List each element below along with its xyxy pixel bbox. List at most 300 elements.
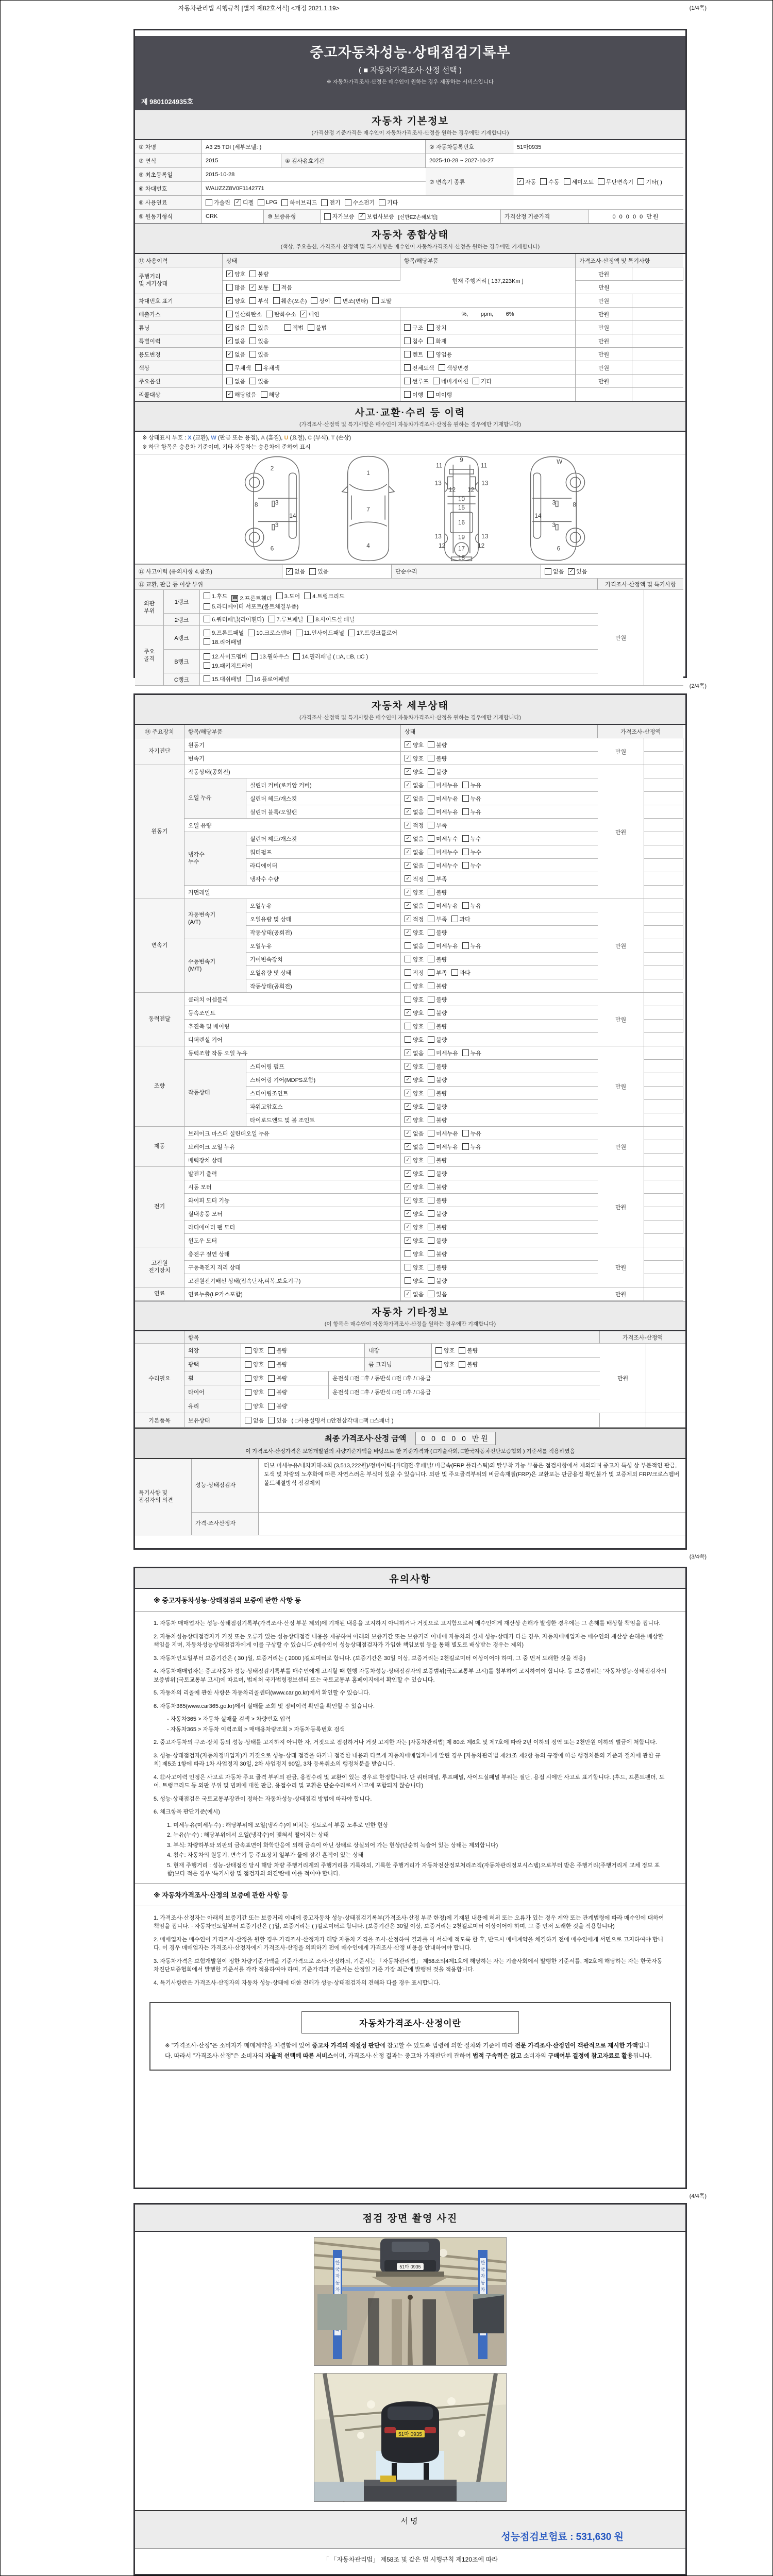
- panel-item: 5.라디에이터 서포트(볼트체결부품): [204, 602, 298, 611]
- checkbox[interactable]: [249, 337, 256, 344]
- checkbox[interactable]: ✓: [568, 568, 575, 575]
- checkbox[interactable]: [433, 378, 440, 384]
- checkbox[interactable]: [462, 1143, 469, 1150]
- checkbox[interactable]: [226, 378, 233, 384]
- checkbox[interactable]: [428, 1076, 434, 1083]
- checkbox[interactable]: [462, 795, 469, 802]
- checkbox[interactable]: [428, 1264, 434, 1270]
- checkbox[interactable]: [428, 889, 434, 895]
- checkbox[interactable]: [462, 849, 469, 855]
- checkbox[interactable]: [258, 199, 264, 206]
- checkbox[interactable]: ✓: [405, 1009, 411, 1016]
- checkbox[interactable]: ✓: [405, 808, 411, 815]
- checkbox[interactable]: [428, 1170, 434, 1177]
- check-option: 양호: [405, 982, 424, 990]
- page-1: [133, 29, 687, 683]
- checkbox[interactable]: [428, 1210, 434, 1217]
- check-item-label: 클러치 어셈블리: [184, 993, 401, 1006]
- checkbox[interactable]: [204, 662, 210, 669]
- checkbox[interactable]: ✓: [405, 1291, 411, 1297]
- detail-column-header: ⑭ 주요장치 항목/해당부품 상태 가격조사·산정액: [135, 725, 685, 738]
- checkbox[interactable]: [321, 199, 328, 206]
- checkbox[interactable]: [428, 1130, 434, 1137]
- checkbox[interactable]: [379, 199, 385, 206]
- checkbox[interactable]: [462, 942, 469, 949]
- check-option: 있음: [249, 377, 268, 385]
- checkbox[interactable]: ✓: [226, 270, 233, 277]
- checkbox[interactable]: [245, 1361, 251, 1368]
- checkbox[interactable]: [249, 270, 256, 277]
- check-option: ✓ 없음: [405, 902, 424, 910]
- checkbox[interactable]: ✓: [405, 835, 411, 842]
- checkbox[interactable]: ✓: [405, 768, 411, 775]
- checkbox[interactable]: [405, 942, 411, 949]
- check-item-label: 라디에이터: [246, 859, 401, 872]
- checkbox[interactable]: [427, 337, 434, 344]
- checkbox[interactable]: [428, 1090, 434, 1096]
- checkbox[interactable]: [428, 768, 434, 775]
- panel-number-12: 12: [439, 543, 446, 550]
- checkbox[interactable]: [428, 1224, 434, 1230]
- basic-info-header: [135, 110, 685, 140]
- checkbox[interactable]: [245, 1389, 251, 1396]
- checkbox[interactable]: [428, 862, 434, 869]
- checkbox[interactable]: [226, 364, 233, 371]
- check-option: 수동: [540, 178, 559, 186]
- checkbox[interactable]: [268, 616, 275, 622]
- price-cell: 만원: [598, 1046, 644, 1127]
- checkbox[interactable]: [435, 1347, 442, 1354]
- checkbox[interactable]: [245, 1375, 251, 1382]
- check-item-label: 커먼레일: [184, 886, 401, 899]
- check-option: 없음: [545, 567, 564, 575]
- checkbox[interactable]: ✓: [517, 178, 524, 185]
- checkbox[interactable]: [245, 1403, 251, 1410]
- check-option: 구조: [404, 324, 423, 332]
- checkbox[interactable]: [451, 969, 458, 976]
- simple-repair-options: [541, 565, 683, 579]
- car-side-right-view: [531, 457, 585, 561]
- checkbox[interactable]: ✓: [405, 795, 411, 802]
- checkbox[interactable]: [204, 616, 210, 622]
- checkbox[interactable]: [204, 592, 210, 599]
- checkbox[interactable]: [451, 916, 458, 922]
- divider: [135, 35, 685, 36]
- detail-state-note: (가격조사·산정액 및 특기사항은 매수인이 자동차가격조사·산정을 원하는 경우에만 기재합니다): [299, 715, 521, 721]
- check-option: 양호: [405, 955, 424, 963]
- check-item-label: 발전기 출력: [184, 1167, 401, 1180]
- checkbox[interactable]: [428, 969, 434, 976]
- checkbox[interactable]: [428, 822, 434, 828]
- usage-history-label: 배출가스: [135, 308, 223, 321]
- checkbox[interactable]: [428, 741, 434, 748]
- checkbox[interactable]: [255, 364, 262, 371]
- check-option: 불량: [428, 955, 447, 963]
- check-item-label: 구동축전지 격리 상태: [184, 1261, 401, 1274]
- check-item-label: 작동상태(공회전): [246, 926, 401, 939]
- check-option: ✓ 매연: [300, 310, 320, 318]
- checkbox[interactable]: [204, 630, 210, 636]
- check-option: 침수: [404, 337, 423, 345]
- checkbox[interactable]: [268, 1347, 275, 1354]
- usage-history-label: 용도변경: [135, 348, 223, 361]
- checkbox[interactable]: [405, 1264, 411, 1270]
- check-option: 불량: [428, 1076, 447, 1084]
- checkbox[interactable]: [268, 1403, 275, 1410]
- checkbox[interactable]: ✓: [405, 1063, 411, 1070]
- check-option: 네비게이션: [433, 377, 468, 385]
- rank-label: 2랭크: [164, 614, 200, 626]
- check-option: 많음: [226, 283, 245, 292]
- checkbox[interactable]: ✓: [405, 1130, 411, 1137]
- checkbox[interactable]: [249, 378, 256, 384]
- checkbox[interactable]: [427, 351, 434, 358]
- check-option: 불량: [268, 1388, 287, 1396]
- checkbox[interactable]: [345, 199, 351, 206]
- price-cell: 만원: [598, 1287, 644, 1301]
- opinion-author-label: 성능·상태점검자: [192, 1459, 259, 1513]
- checkbox[interactable]: [428, 849, 434, 855]
- checkbox[interactable]: [428, 1197, 434, 1204]
- panel-item: 15.대쉬패널: [204, 675, 242, 683]
- vin-value: WAUZZZ8V0F1142771: [202, 182, 426, 196]
- checkbox[interactable]: [428, 1063, 434, 1070]
- checkbox[interactable]: [268, 1361, 275, 1368]
- checkbox[interactable]: [428, 1237, 434, 1244]
- check-option: 불량: [428, 888, 447, 896]
- basic-info-title: 자동차 기본정보: [372, 116, 449, 127]
- checkbox[interactable]: [428, 835, 434, 842]
- checkbox[interactable]: [245, 1347, 251, 1354]
- panel-item: 16.플로어패널: [246, 675, 289, 683]
- notice-item: 2. 자동차성능상태점검자가 거짓 또는 오류가 있는 성능상태점검 내용을 제공하여 아래의 보증기간 또는 보증거리 이내에 자동차의 실제 성능·상태가 다른 경우, 자동차매매업자는 매수인의 재산상 손해를 배상할 책임을 지며, 자동차성능상태점검자에게 이를 구상할 수 있습니다.(매수인이 성능상태점검자가 가입한 책임보험 등을 통해 별도로 배상받는 경우는 제외): [154, 1633, 664, 1648]
- checkbox[interactable]: ✓: [405, 1076, 411, 1083]
- checkbox[interactable]: ✓: [405, 875, 411, 882]
- sub-group-label: 오일 누유: [184, 778, 246, 819]
- notice-item: 4. 특기사항란은 가격조사·산정자의 자동차 성능·상태에 대한 견해가 성능·상태점검자의 견해와 다를 경우 표시합니다.: [154, 1979, 441, 1986]
- overall-col-header: 가격조사·산정액 및 특기사항: [576, 254, 683, 267]
- checkbox[interactable]: [405, 956, 411, 962]
- panel-item: 12.사이드멤버: [204, 652, 247, 660]
- transmission-label: ⑦ 변속기 종류: [426, 168, 513, 196]
- checkbox[interactable]: [405, 1036, 411, 1043]
- notice-item: 2. 중고자동차의 구조·장치 등의 성능·상태를 고지하지 아니한 자, 거짓으로 점검하거나 거짓 고지한 자는 [자동차관리법] 제 80조 제6호 및 제7호에 따라 2년 이하의 징역 또는 2천만원 이하의 벌금에 처합니다.: [154, 1739, 657, 1745]
- checkbox[interactable]: [405, 1250, 411, 1257]
- checkbox[interactable]: ✓: [405, 782, 411, 788]
- checkbox[interactable]: [404, 324, 411, 331]
- check-option: ✓ 없음: [405, 781, 424, 789]
- notice-item: 6. 자동차365(www.car365.go.kr)에서 실매물 조회 및 정비이력 확인을 확인할 수 있습니다.: [154, 1703, 375, 1709]
- checkbox[interactable]: [428, 982, 434, 989]
- checkbox[interactable]: [540, 178, 547, 185]
- checkbox[interactable]: ✓: [405, 1157, 411, 1163]
- check-option: 불량: [428, 1062, 447, 1071]
- panel-number-15: 15: [458, 504, 465, 511]
- sub-group-label: 냉각수 누수: [184, 832, 246, 886]
- overall-state-title: 자동차 종합상태: [372, 230, 449, 241]
- panel-number-6: 6: [557, 545, 561, 552]
- checkbox[interactable]: [268, 1375, 275, 1382]
- device-group-label: 제동: [135, 1127, 184, 1167]
- checkbox[interactable]: [428, 808, 434, 815]
- checkbox[interactable]: [428, 782, 434, 788]
- check-item-label: 고전원전기배선 상태(접속단자,피복,보호기구): [184, 1274, 401, 1287]
- checkbox[interactable]: [462, 862, 469, 869]
- checkbox[interactable]: [251, 653, 258, 660]
- check-option: ✓ 양호: [405, 1062, 424, 1071]
- checkbox[interactable]: ✓: [405, 929, 411, 936]
- checkbox[interactable]: [428, 795, 434, 802]
- pricing-definition-box: [149, 2002, 671, 2071]
- checkbox[interactable]: [637, 178, 644, 185]
- notice-item: 3. 성능·상태점검자(자동차정비업자)가 거짓으로 성능·상태 점검을 하거나 점검한 내용과 다르게 자동차매매업자에게 알린 경우 [자동차관리법 제21조 제2항 등의 규정에 따른 행정처분의 기준과 절차에 관한 규칙] 제5조 1항에 따라 1차 사업정지 30일, 2차 사업정지 90일, 3차 등록취소의 행정처분을 받습니다.: [154, 1752, 661, 1767]
- checkbox[interactable]: ✓: [405, 916, 411, 922]
- device-group-label: 자기진단: [135, 738, 184, 765]
- signature-label: 서명: [400, 2517, 420, 2526]
- checkbox[interactable]: ✓: [226, 337, 233, 344]
- check-item-label: 배력장치 상태: [184, 1154, 401, 1167]
- checkbox[interactable]: [428, 1023, 434, 1029]
- car-name-label: ① 차명: [135, 140, 202, 154]
- check-option: 양호: [245, 1360, 264, 1368]
- checkbox[interactable]: ✓: [405, 1116, 411, 1123]
- check-option: 양호: [245, 1388, 264, 1396]
- check-option: 있음: [249, 337, 268, 345]
- panel-item: 14.필러패널 ( □A, □B, □C ): [293, 652, 368, 660]
- checkbox[interactable]: [245, 1417, 251, 1423]
- checkbox[interactable]: [428, 1291, 434, 1297]
- check-option: 있음: [249, 350, 268, 359]
- checkbox[interactable]: ✓: [286, 568, 293, 575]
- check-item-label: 기어변속장치: [246, 953, 401, 966]
- panel-number-9: 9: [460, 456, 463, 464]
- checkbox[interactable]: [473, 378, 479, 384]
- checkbox[interactable]: [428, 916, 434, 922]
- checkbox[interactable]: [268, 1417, 275, 1423]
- checkbox[interactable]: [428, 1116, 434, 1123]
- checkbox[interactable]: [304, 592, 311, 599]
- check-option: 미세누유: [428, 1143, 458, 1151]
- checkbox[interactable]: [428, 1183, 434, 1190]
- checkbox[interactable]: ✓: [226, 324, 233, 331]
- page-marker-2: (2/4쪽): [689, 683, 707, 689]
- checkbox[interactable]: [435, 1361, 442, 1368]
- checkbox[interactable]: [405, 1277, 411, 1284]
- check-option: ✓ 없음: [286, 567, 305, 575]
- checkbox[interactable]: [309, 568, 316, 575]
- checkbox[interactable]: [307, 616, 314, 622]
- notice-header: [135, 1568, 685, 1589]
- check-option: 훼손(오손): [273, 297, 307, 305]
- checkbox[interactable]: ✓: [226, 297, 233, 304]
- check-item-label: 실내송풍 모터: [184, 1207, 401, 1221]
- checkbox[interactable]: [428, 1143, 434, 1150]
- inspection-photo-front: [314, 2237, 507, 2366]
- checkbox[interactable]: [268, 1389, 275, 1396]
- checkbox[interactable]: [428, 875, 434, 882]
- checkbox[interactable]: ✓: [405, 1143, 411, 1150]
- checkbox[interactable]: ✓: [405, 1183, 411, 1190]
- check-option: 이행: [404, 391, 423, 399]
- checkbox[interactable]: [564, 178, 570, 185]
- check-option: 불량: [428, 1210, 447, 1218]
- checkbox[interactable]: [226, 311, 233, 317]
- checkbox[interactable]: ✓: [405, 862, 411, 869]
- notice-item: 1. 가격조사·산정자는 아래의 보증기간 또는 보증거리 이내에 중고자동차 성능·상태점검기록부(가격조사·산정 부분 한정)에 기재된 내용에 허위 또는 오류가 있는 경우 계약 또는 관계법령에 따라 매수인에 대하여 책임을 집니다. · 자동차인도일부터 보증기간은 ( )일, 보증거리는 ( )킬로미터로 합니다. (보증기간은 30일 이상, 보증거리는 2천킬로미터 이상이어야 하며, 그 중 먼저 도래한 것을 적용합니다): [154, 1914, 664, 1929]
- checkbox[interactable]: [311, 297, 317, 304]
- check-option: 불량: [428, 1236, 447, 1245]
- notice-item: 2. 누유(누수) : 해당부위에서 오일(냉각수)이 맺혀서 떨어지는 상태: [167, 1832, 329, 1838]
- checkbox[interactable]: ✓: [226, 391, 233, 398]
- checkbox[interactable]: ✓: [359, 213, 365, 220]
- check-option: ✓ 양호: [405, 928, 424, 937]
- car-side-left-view: [245, 457, 299, 561]
- checkbox[interactable]: [462, 1130, 469, 1137]
- checkbox[interactable]: [249, 324, 256, 331]
- checkbox[interactable]: ✓: [234, 199, 241, 206]
- checkbox[interactable]: [428, 1009, 434, 1016]
- checkbox[interactable]: [405, 996, 411, 1003]
- checkbox[interactable]: [273, 284, 280, 291]
- checkbox[interactable]: [404, 364, 411, 371]
- checkbox[interactable]: [206, 199, 212, 206]
- checkbox[interactable]: [372, 297, 379, 304]
- checkbox[interactable]: [462, 902, 469, 909]
- checkbox[interactable]: ✓: [405, 741, 411, 748]
- checkbox[interactable]: [427, 391, 434, 398]
- check-option: ✓ 없음: [405, 848, 424, 856]
- checkbox[interactable]: [428, 1277, 434, 1284]
- panel-number-13: 13: [481, 533, 489, 540]
- checkbox[interactable]: ✓: [249, 284, 256, 291]
- checkbox[interactable]: ✓: [405, 1170, 411, 1177]
- checkbox[interactable]: ✓: [405, 902, 411, 909]
- checkbox[interactable]: [428, 1157, 434, 1163]
- checkbox[interactable]: [324, 213, 331, 220]
- checkbox[interactable]: ✓: [405, 1103, 411, 1110]
- checkbox[interactable]: [428, 755, 434, 761]
- etc-item-label: 유리: [184, 1399, 241, 1413]
- checkbox[interactable]: [404, 351, 411, 358]
- checkbox[interactable]: [439, 364, 445, 371]
- check-option: 수소전기: [345, 198, 375, 207]
- check-option: ✓ 디젤: [234, 198, 254, 207]
- check-option: 불량: [268, 1402, 287, 1410]
- checkbox[interactable]: [273, 297, 280, 304]
- checkbox[interactable]: [296, 630, 303, 636]
- checkbox[interactable]: [427, 324, 434, 331]
- checkbox[interactable]: [249, 351, 256, 358]
- checkbox[interactable]: ✓: [226, 351, 233, 358]
- checkbox[interactable]: ✓: [405, 755, 411, 761]
- rank-label: 1랭크: [164, 590, 200, 614]
- panel-item: 4.트렁크리드: [304, 592, 344, 600]
- checkbox[interactable]: [405, 1023, 411, 1029]
- car-underbody-view: [435, 456, 489, 562]
- checkbox[interactable]: [462, 808, 469, 815]
- state-code-U: U: [284, 435, 290, 441]
- checkbox[interactable]: [428, 996, 434, 1003]
- checkbox[interactable]: ✓: [405, 1210, 411, 1217]
- check-option: ✓ 없음: [226, 324, 245, 332]
- checkbox[interactable]: ✓: [405, 1224, 411, 1230]
- overall-state-table: ⑪ 사용이력 상태 항목/해당부품 가격조사·산정액 및 특기사항 주행거리 및 계기상태 ✓ 양호 불량 많음 ✓ 보통 적음 현재 주행거리 [ 137,223Km ] 만원 만원 차대번호 표기 ✓ 양호 부식 훼손(오손) 상이 변조(변타) 도말 만원 배출가스 일산화탄소 탄화수소 ✓ 매연 %, ppm, 6% 만원 튜닝 ✓ 없음 있음 적법 불법 구조 장치 만원 특별이력 ✓ 없음 있음 침수 화재 만원 용도변경 ✓ 없음 있음 렌트 영업용 만원 색상 무채색 유채색 전체도색 색상변경 만원 주요옵션 없음 있음 썬루프 네비게이션 기타 만원 리콜대상 ✓ 해당없음 해당 이행 미이행: [135, 254, 685, 401]
- checkbox[interactable]: [545, 568, 551, 575]
- check-option: 없음: [405, 942, 424, 950]
- checkbox[interactable]: [428, 1103, 434, 1110]
- checkbox[interactable]: [404, 337, 411, 344]
- checkbox[interactable]: [405, 982, 411, 989]
- checkbox[interactable]: [266, 311, 273, 317]
- checkbox[interactable]: ✓: [300, 311, 307, 317]
- checkbox[interactable]: [405, 969, 411, 976]
- checkbox[interactable]: [293, 653, 300, 660]
- checkbox[interactable]: [334, 297, 341, 304]
- checkbox[interactable]: [404, 378, 411, 384]
- check-option: ✓ 없음: [226, 350, 245, 359]
- checkbox[interactable]: [428, 1049, 434, 1056]
- checkbox[interactable]: [459, 1347, 465, 1354]
- checkbox[interactable]: [404, 391, 411, 398]
- checkbox[interactable]: ✓: [405, 1197, 411, 1204]
- checkbox[interactable]: ✓: [405, 1237, 411, 1244]
- checkbox[interactable]: [249, 297, 256, 304]
- check-option: 미세누유: [428, 1129, 458, 1138]
- checkbox[interactable]: [428, 1250, 434, 1257]
- checkbox[interactable]: [204, 638, 210, 645]
- check-option: 누수: [462, 835, 481, 843]
- panel-number-14: 14: [534, 513, 542, 520]
- checkbox[interactable]: ✓: [405, 1049, 411, 1056]
- svg-text:한국자동차진단보증협회: 한 국 자 동 차: [335, 2260, 340, 2292]
- checkbox[interactable]: [276, 592, 283, 599]
- checkbox[interactable]: [261, 391, 267, 398]
- checkbox[interactable]: [284, 324, 291, 331]
- check-option: 누유: [462, 902, 481, 910]
- checkbox[interactable]: [428, 1036, 434, 1043]
- check-option: ✓ 해당없음: [226, 391, 257, 399]
- check-option: ✓ 없음: [405, 861, 424, 870]
- checkbox[interactable]: [598, 178, 604, 185]
- checkbox[interactable]: [428, 942, 434, 949]
- checkbox[interactable]: [428, 902, 434, 909]
- checkbox[interactable]: W: [231, 595, 238, 602]
- checkbox[interactable]: [462, 782, 469, 788]
- checkbox[interactable]: ✓: [405, 822, 411, 828]
- checkbox[interactable]: ✓: [405, 889, 411, 895]
- check-option: 미세누유: [428, 808, 458, 816]
- checkbox[interactable]: ✓: [405, 1090, 411, 1096]
- notice-item: 3. 자동차인도일부터 보증기간은 ( 30 )일, 보증거리는 ( 2000 )킬로미터로 합니다. (보증기간은 30일 이상, 보증거리는 2천킬로미터 이상이어야 하며, 그 중 먼저 도래한 것을 적용): [154, 1655, 586, 1662]
- check-option: 누수: [462, 848, 481, 856]
- checkbox[interactable]: [459, 1361, 465, 1368]
- checkbox[interactable]: [462, 835, 469, 842]
- checkbox[interactable]: [281, 199, 288, 206]
- checkbox[interactable]: [204, 603, 210, 610]
- checkbox[interactable]: [348, 630, 355, 636]
- checkbox[interactable]: [428, 929, 434, 936]
- check-option: 불량: [428, 1022, 447, 1030]
- checkbox[interactable]: ✓: [405, 849, 411, 855]
- checkbox[interactable]: [462, 1049, 469, 1056]
- fuel-label: ⑧ 사용연료: [135, 196, 202, 210]
- checkbox[interactable]: [428, 956, 434, 962]
- checkbox[interactable]: [204, 653, 210, 660]
- checkbox[interactable]: [248, 630, 255, 636]
- check-option: 누유: [462, 1129, 481, 1138]
- checkbox[interactable]: [308, 324, 314, 331]
- checkbox[interactable]: [226, 284, 233, 291]
